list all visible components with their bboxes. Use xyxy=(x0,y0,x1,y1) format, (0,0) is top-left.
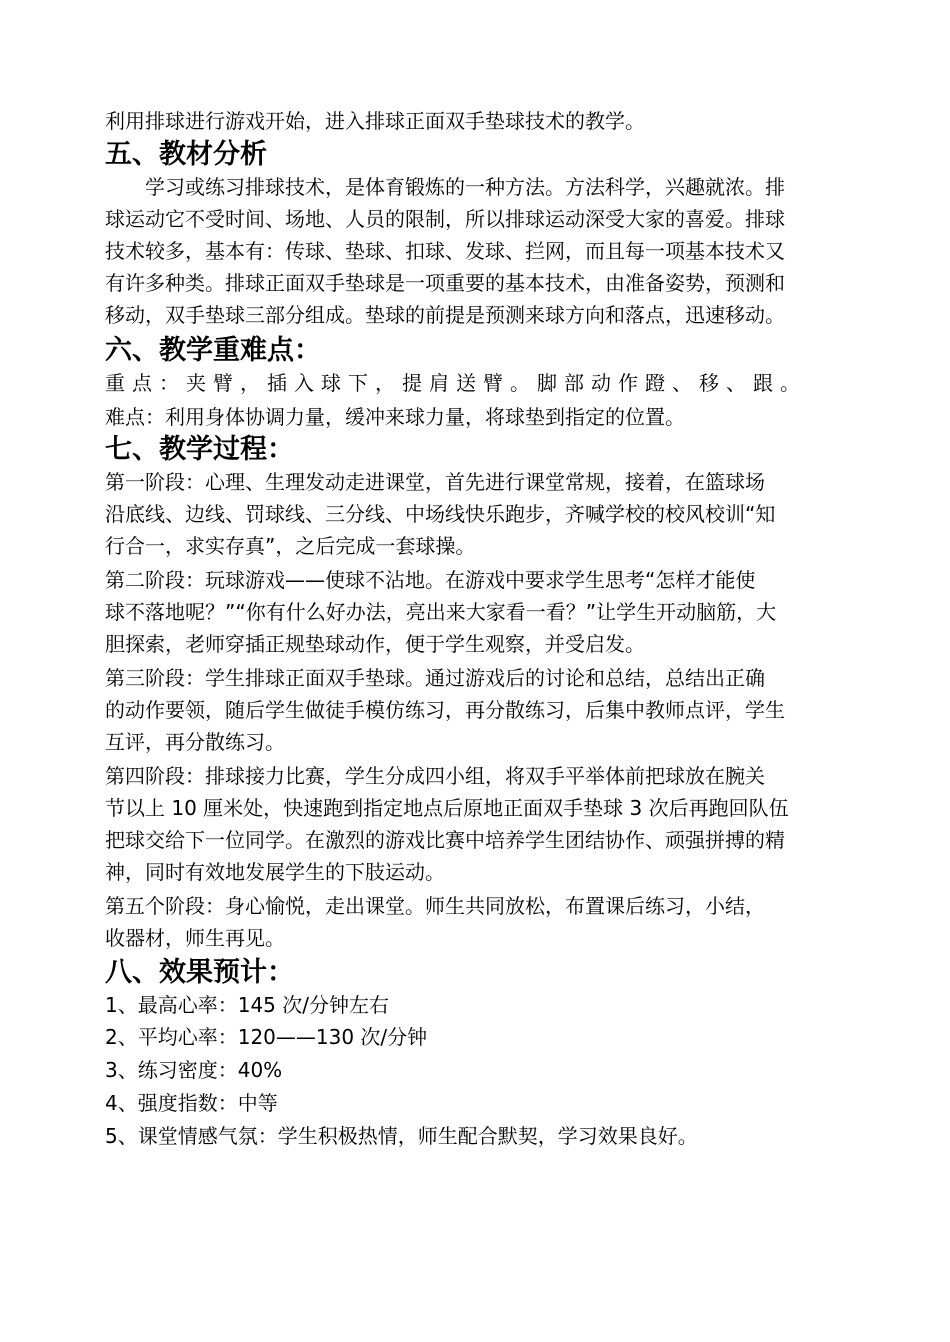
difficult-point-line: 难点：利用身体协调力量，缓冲来球力量，将球垫到指定的位置。 xyxy=(105,405,685,429)
stage4-line-1: 第四阶段：排球接力比赛，学生分成四小组，将双手平举体前把球放在腕关 xyxy=(105,764,765,788)
section8-heading: 八、效果预计： xyxy=(105,957,294,988)
effect-item-1: 1、最高心率：145 次/分钟左右 xyxy=(105,993,389,1017)
stage4-line-2: 节以上 10 厘米处，快速跑到指定地点后原地正面双手垫球 3 次后再跑回队伍 xyxy=(105,796,789,820)
stage5-line-2: 收器材，师生再见。 xyxy=(105,926,285,950)
section5-line-2: 球运动它不受时间、场地、人员的限制，所以排球运动深受大家的喜爱。排球 xyxy=(105,207,785,231)
section5-line-1: 学习或练习排球技术，是体育锻炼的一种方法。方法科学，兴趣就浓。排 xyxy=(105,175,785,199)
stage1-line-1: 第一阶段：心理、生理发动走进课堂，首先进行课堂常规，接着，在篮球场 xyxy=(105,470,765,494)
section7-heading: 七、教学过程： xyxy=(105,434,294,465)
section6-heading: 六、教学重难点： xyxy=(105,335,321,366)
stage3-line-3: 互评，再分散练习。 xyxy=(105,730,285,754)
stage4-line-4: 神，同时有效地发展学生的下肢运动。 xyxy=(105,860,445,884)
section5-line-5: 移动，双手垫球三部分组成。垫球的前提是预测来球方向和落点，迅速移动。 xyxy=(105,303,785,327)
section5-line-3: 技术较多，基本有：传球、垫球、扣球、发球、拦网，而且每一项基本技术又 xyxy=(105,239,785,263)
effect-item-2: 2、平均心率：120——130 次/分钟 xyxy=(105,1025,428,1049)
stage1-line-3: 行合一，求实存真”，之后完成一套球操。 xyxy=(105,534,476,558)
stage3-line-2: 的动作要领，随后学生做徒手模仿练习，再分散练习，后集中教师点评，学生 xyxy=(105,698,785,722)
stage2-line-1: 第二阶段：玩球游戏——使球不沾地。在游戏中要求学生思考“怎样才能使 xyxy=(105,568,756,592)
effect-item-3: 3、练习密度：40% xyxy=(105,1058,283,1082)
key-point-line: 重点：夹臂，插入球下，提肩送臂。脚部动作蹬、移、跟。 xyxy=(105,371,807,395)
intro-line: 利用排球进行游戏开始，进入排球正面双手垫球技术的教学。 xyxy=(105,109,645,133)
stage2-line-2: 球不落地呢？”“你有什么好办法，亮出来大家看一看？”让学生开动脑筋，大 xyxy=(105,600,777,624)
stage1-line-2: 沿底线、边线、罚球线、三分线、中场线快乐跑步，齐喊学校的校风校训“知 xyxy=(105,502,776,526)
effect-item-4: 4、强度指数：中等 xyxy=(105,1091,278,1115)
section5-line-4: 有许多种类。排球正面双手垫球是一项重要的基本技术，由准备姿势，预测和 xyxy=(105,271,785,295)
stage3-line-1: 第三阶段：学生排球正面双手垫球。通过游戏后的讨论和总结，总结出正确 xyxy=(105,666,765,690)
stage5-line-1: 第五个阶段：身心愉悦，走出课堂。师生共同放松，布置课后练习，小结， xyxy=(105,894,765,918)
stage4-line-3: 把球交给下一位同学。在激烈的游戏比赛中培养学生团结协作、顽强拼搏的精 xyxy=(105,828,785,852)
stage2-line-3: 胆探索，老师穿插正规垫球动作，便于学生观察，并受启发。 xyxy=(105,632,645,656)
effect-item-5: 5、课堂情感气氛：学生积极热情，师生配合默契，学习效果良好。 xyxy=(105,1124,698,1148)
section5-heading: 五、教材分析 xyxy=(105,139,267,170)
